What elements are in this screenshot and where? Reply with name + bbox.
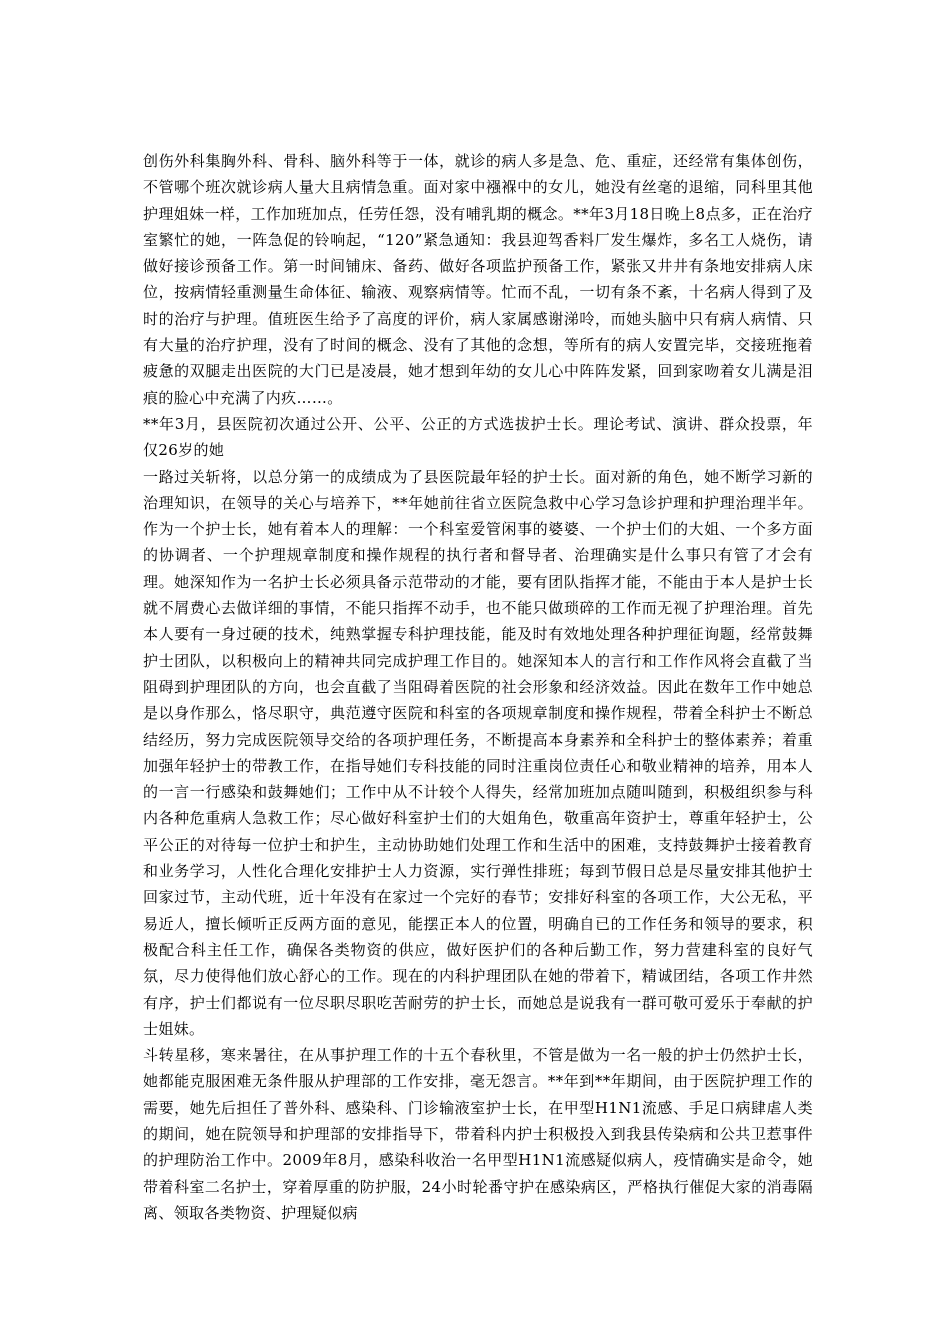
paragraph-infection-control: 斗转星移，寒来暑往，在从事护理工作的十五个春秋里，不管是做为一名一般的护士仍然护士长，她都能克服困难无条件服从护理部的工作安排，毫无怨言。**年到**年期间，由于医院护理工作的需要，她先后担任了普外科、感染科、门诊输液室护士长，在甲型H1N1流感、手足口病肆虐人类的期间，她在院领导和护理部的安排指导下，带着科内护士积极投入到我县传染病和公共卫惹事件的护理防治工作中。2009年8月，感染科收治一名甲型H1N1流感疑似病人，疫情确实是命令，她带着科室二名护士，穿着厚重的防护服，24小时轮番守护在感染病区，严格执行催促大家的消毒隔离、领取各类物资、护理疑似病	[143, 1046, 813, 1222]
document-body	[143, 148, 813, 1226]
paragraph-trauma-ward: 创伤外科集胸外科、骨科、脑外科等于一体，就诊的病人多是急、危、重症，还经常有集体创伤，不管哪个班次就诊病人量大且病情急重。面对家中襁褓中的女儿，她没有丝毫的退缩，同科里其他护理姐妹一样，工作加班加点，任劳任怨，没有哺乳期的概念。**年3月18日晚上8点多，正在治疗室繁忙的她，一阵急促的铃响起，“120”紧急通知：我县迎驾香料厂发生爆炸，多名工人烧伤，请做好接诊预备工作。第一时间铺床、备药、做好各项监护预备工作，紧张又井井有条地安排病人床位，按病情轻重测量生命体征、输液、观察病情等。忙而不乱，一切有条不紊，十名病人得到了及时的治疗与护理。值班医生给予了高度的评价，病人家属感谢涕呤，而她头脑中只有病人病情、只有大量的治疗护理，没有了时间的概念、没有了其他的念想，等所有的病人安置完毕，交接班拖着疲惫的双腿走出医院的大门已是凌晨，她才想到年幼的女儿心中阵阵发紧，回到家吻着女儿满是泪痕的脸心中充满了内疚……。	[143, 152, 813, 407]
paragraph-head-nurse-role: 一路过关斩将，以总分第一的成绩成为了县医院最年轻的护士长。面对新的角色，她不断学习新的治理知识，在领导的关心与培养下，**年她前往省立医院急救中心学习急诊护理和护理治理半年。作为一个护士长，她有着本人的理解：一个科室爱管闲事的婆婆、一个护士们的大姐、一个多方面的协调者、一个护理规章制度和操作规程的执行者和督导者、治理确实是什么事只有管了才会有理。她深知作为一名护士长必须具备示范带动的才能，要有团队指挥才能，不能由于本人是护士长就不屑费心去做详细的事情，不能只指挥不动手，也不能只做琐碎的工作而无视了护理治理。首先本人要有一身过硬的技术，纯熟掌握专科护理技能，能及时有效地处理各种护理征询题，经常鼓舞护士团队，以积极向上的精神共同完成护理工作目的。她深知本人的言行和工作作风将会直截了当阻碍到护理团队的方向，也会直截了当阻碍着医院的社会形象和经济效益。因此在数年工作中她总是以身作那么，恪尽职守，典范遵守医院和科室的各项规章制度和操作规程，带着全科护士不断总结经历，努力完成医院领导交给的各项护理任务，不断提高本身素养和全科护士的整体素养；着重加强年轻护士的带教工作，在指导她们专科技能的同时注重岗位责任心和敬业精神的培养，用本人的一言一行感染和鼓舞她们；工作中从不计较个人得失，经常加班加点随叫随到，积极组织参与科内各种危重病人急救工作；尽心做好科室护士们的大姐角色，敬重高年资护士，尊重年轻护士，公平公正的对待每一位护士和护生，主动协助她们处理工作和生活中的困难，支持鼓舞护士接着教育和业务学习，人性化合理化安排护士人力资源，实行弹性排班；每到节假日总是尽量安排其他护士回家过节，主动代班，近十年没有在家过一个完好的春节；安排好科室的各项工作，大公无私，平易近人，擅长倾听正反两方面的意见，能摆正本人的位置，明确自已的工作任务和领导的要求，积极配合科主任工作，确保各类物资的供应，做好医护们的各种后勤工作，努力营建科室的良好气氛，尽力使得他们放心舒心的工作。现在的内科护理团队在她的带着下，精诚团结，各项工作井然有序，护士们都说有一位尽职尽职吃苦耐劳的护士长，而她总是说我有一群可敬可爱乐于奉献的护士姐妹。	[143, 467, 813, 1038]
paragraph-head-nurse-selection: **年3月，县医院初次通过公开、公平、公正的方式选拔护士长。理论考试、演讲、群众投票，年仅26岁的她	[143, 414, 813, 460]
